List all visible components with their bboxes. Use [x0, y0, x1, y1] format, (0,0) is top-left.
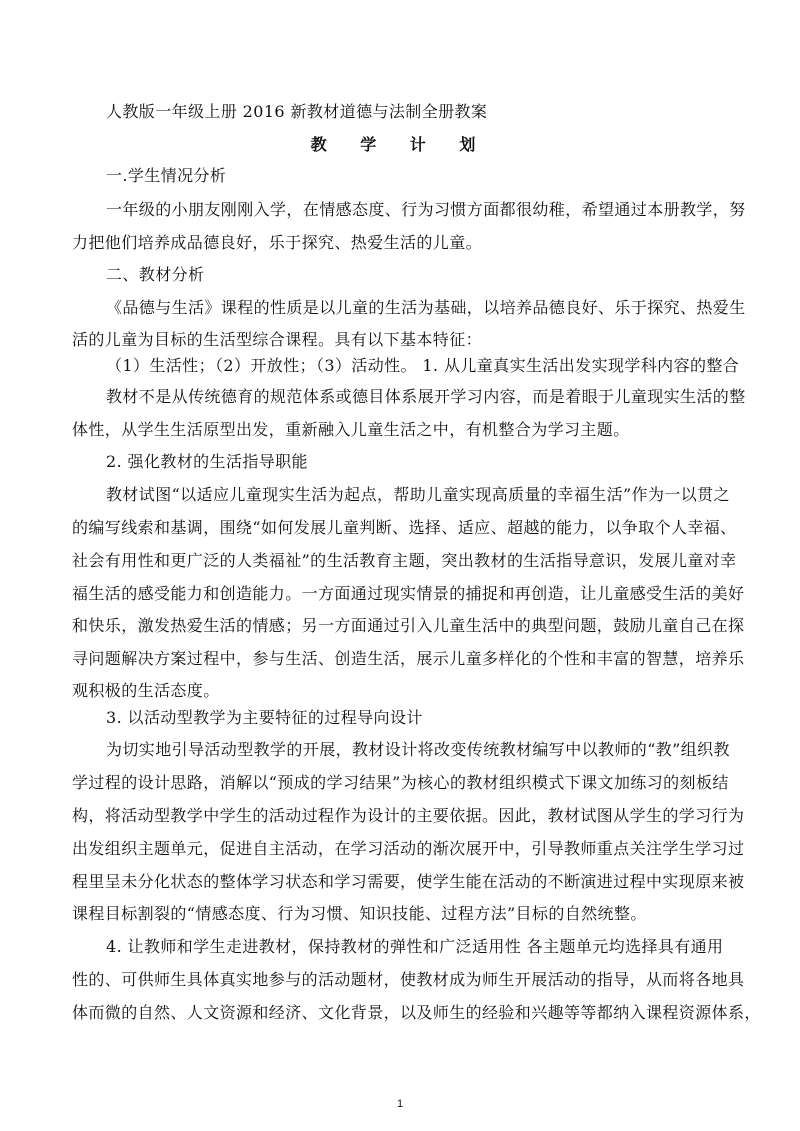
- paragraph-line: 的编写线索和基调，围绕“如何发展儿童判断、选择、适应、超越的能力，以争取个人幸福、: [72, 518, 737, 537]
- subsection-heading: 3. 以活动型教学为主要特征的过程导向设计: [106, 708, 423, 727]
- paragraph-line: 体性，从学生生活原型出发，重新融入儿童生活之中，有机整合为学习主题。: [72, 420, 630, 439]
- paragraph-line: 构，将活动型教学中学生的活动过程作为设计的主要依据。因此，教材试图从学生的学习行为: [72, 806, 745, 825]
- document-header: 人教版一年级上册 2016 新教材道德与法制全册教案: [106, 102, 488, 121]
- subsection-heading: 4. 让教师和学生走进教材，保持教材的弹性和广泛适用性 各主题单元均选择具有通用: [106, 937, 724, 956]
- paragraph-line: 力把他们培养成品德良好，乐于探究、热爱生活的儿童。: [72, 233, 483, 252]
- document-title: 教 学 计 划: [310, 135, 490, 154]
- paragraph-line: 《品德与生活》课程的性质是以儿童的生活为基础，以培养品德良好、乐于探究、热爱生: [106, 298, 746, 317]
- paragraph-line: 和快乐，激发热爱生活的情感；另一方面通过引入儿童生活中的典型问题，鼓励儿童自己在探: [72, 616, 745, 635]
- paragraph-line: 寻问题解决方案过程中，参与生活、创造生活，展示儿童多样化的个性和丰富的智慧，培养乐: [72, 649, 745, 668]
- paragraph-line: 体而微的自然、人文资源和经济、文化背景，以及师生的经验和兴趣等等都纳入课程资源体系，: [72, 1003, 761, 1022]
- paragraph-line: 福生活的感受能力和创造能力。一方面通过现实情景的捕捉和再创造，让儿童感受生活的美好: [72, 584, 745, 603]
- paragraph-line: 观积极的生活态度。: [72, 681, 220, 700]
- paragraph-line: 活的儿童为目标的生活型综合课程。具有以下基本特征：: [72, 330, 483, 349]
- section-heading: 一.学生情况分析: [106, 166, 227, 185]
- paragraph-line: 学过程的设计思路，消解以“预成的学习结果”为核心的教材组织模式下课文加练习的刻板结: [72, 773, 729, 792]
- subsection-heading: 2. 强化教材的生活指导职能: [106, 452, 308, 471]
- paragraph-line: 一年级的小朋友刚刚入学，在情感态度、行为习惯方面都很幼稚，希望通过本册教学，努: [106, 200, 746, 219]
- paragraph-line: 教材不是从传统德育的规范体系或德目体系展开学习内容，而是着眼于儿童现实生活的整: [106, 387, 746, 406]
- paragraph-line: 社会有用性和更广泛的人类福祉”的生活教育主题，突出教材的生活指导意识，发展儿童对幸: [72, 551, 737, 570]
- paragraph-line: 课程目标割裂的“情感态度、行为习惯、知识技能、过程方法”目标的自然统整。: [72, 904, 647, 923]
- paragraph-line: 教材试图“以适应儿童现实生活为起点，帮助儿童实现高质量的幸福生活”作为一以贯之: [106, 485, 730, 504]
- page-number: 1: [396, 1098, 404, 1110]
- paragraph-line: 程里呈未分化状态的整体学习状态和学习需要，使学生能在活动的不断演进过程中实现原来被: [72, 872, 745, 891]
- paragraph-line: 为切实地引导活动型教学的开展，教材设计将改变传统教材编写中以教师的“教”组织教: [106, 740, 730, 759]
- paragraph-line: （1）生活性；（2）开放性；（3）活动性。 1. 从儿童真实生活出发实现学科内容的整合: [106, 356, 740, 375]
- section-heading: 二、教材分析: [106, 265, 205, 284]
- paragraph-line: 性的、可供师生具体真实地参与的活动题材，使教材成为师生开展活动的指导，从而将各地具: [72, 970, 745, 989]
- paragraph-line: 出发组织主题单元，促进自主活动，在学习活动的渐次展开中，引导教师重点关注学生学习过: [72, 839, 745, 858]
